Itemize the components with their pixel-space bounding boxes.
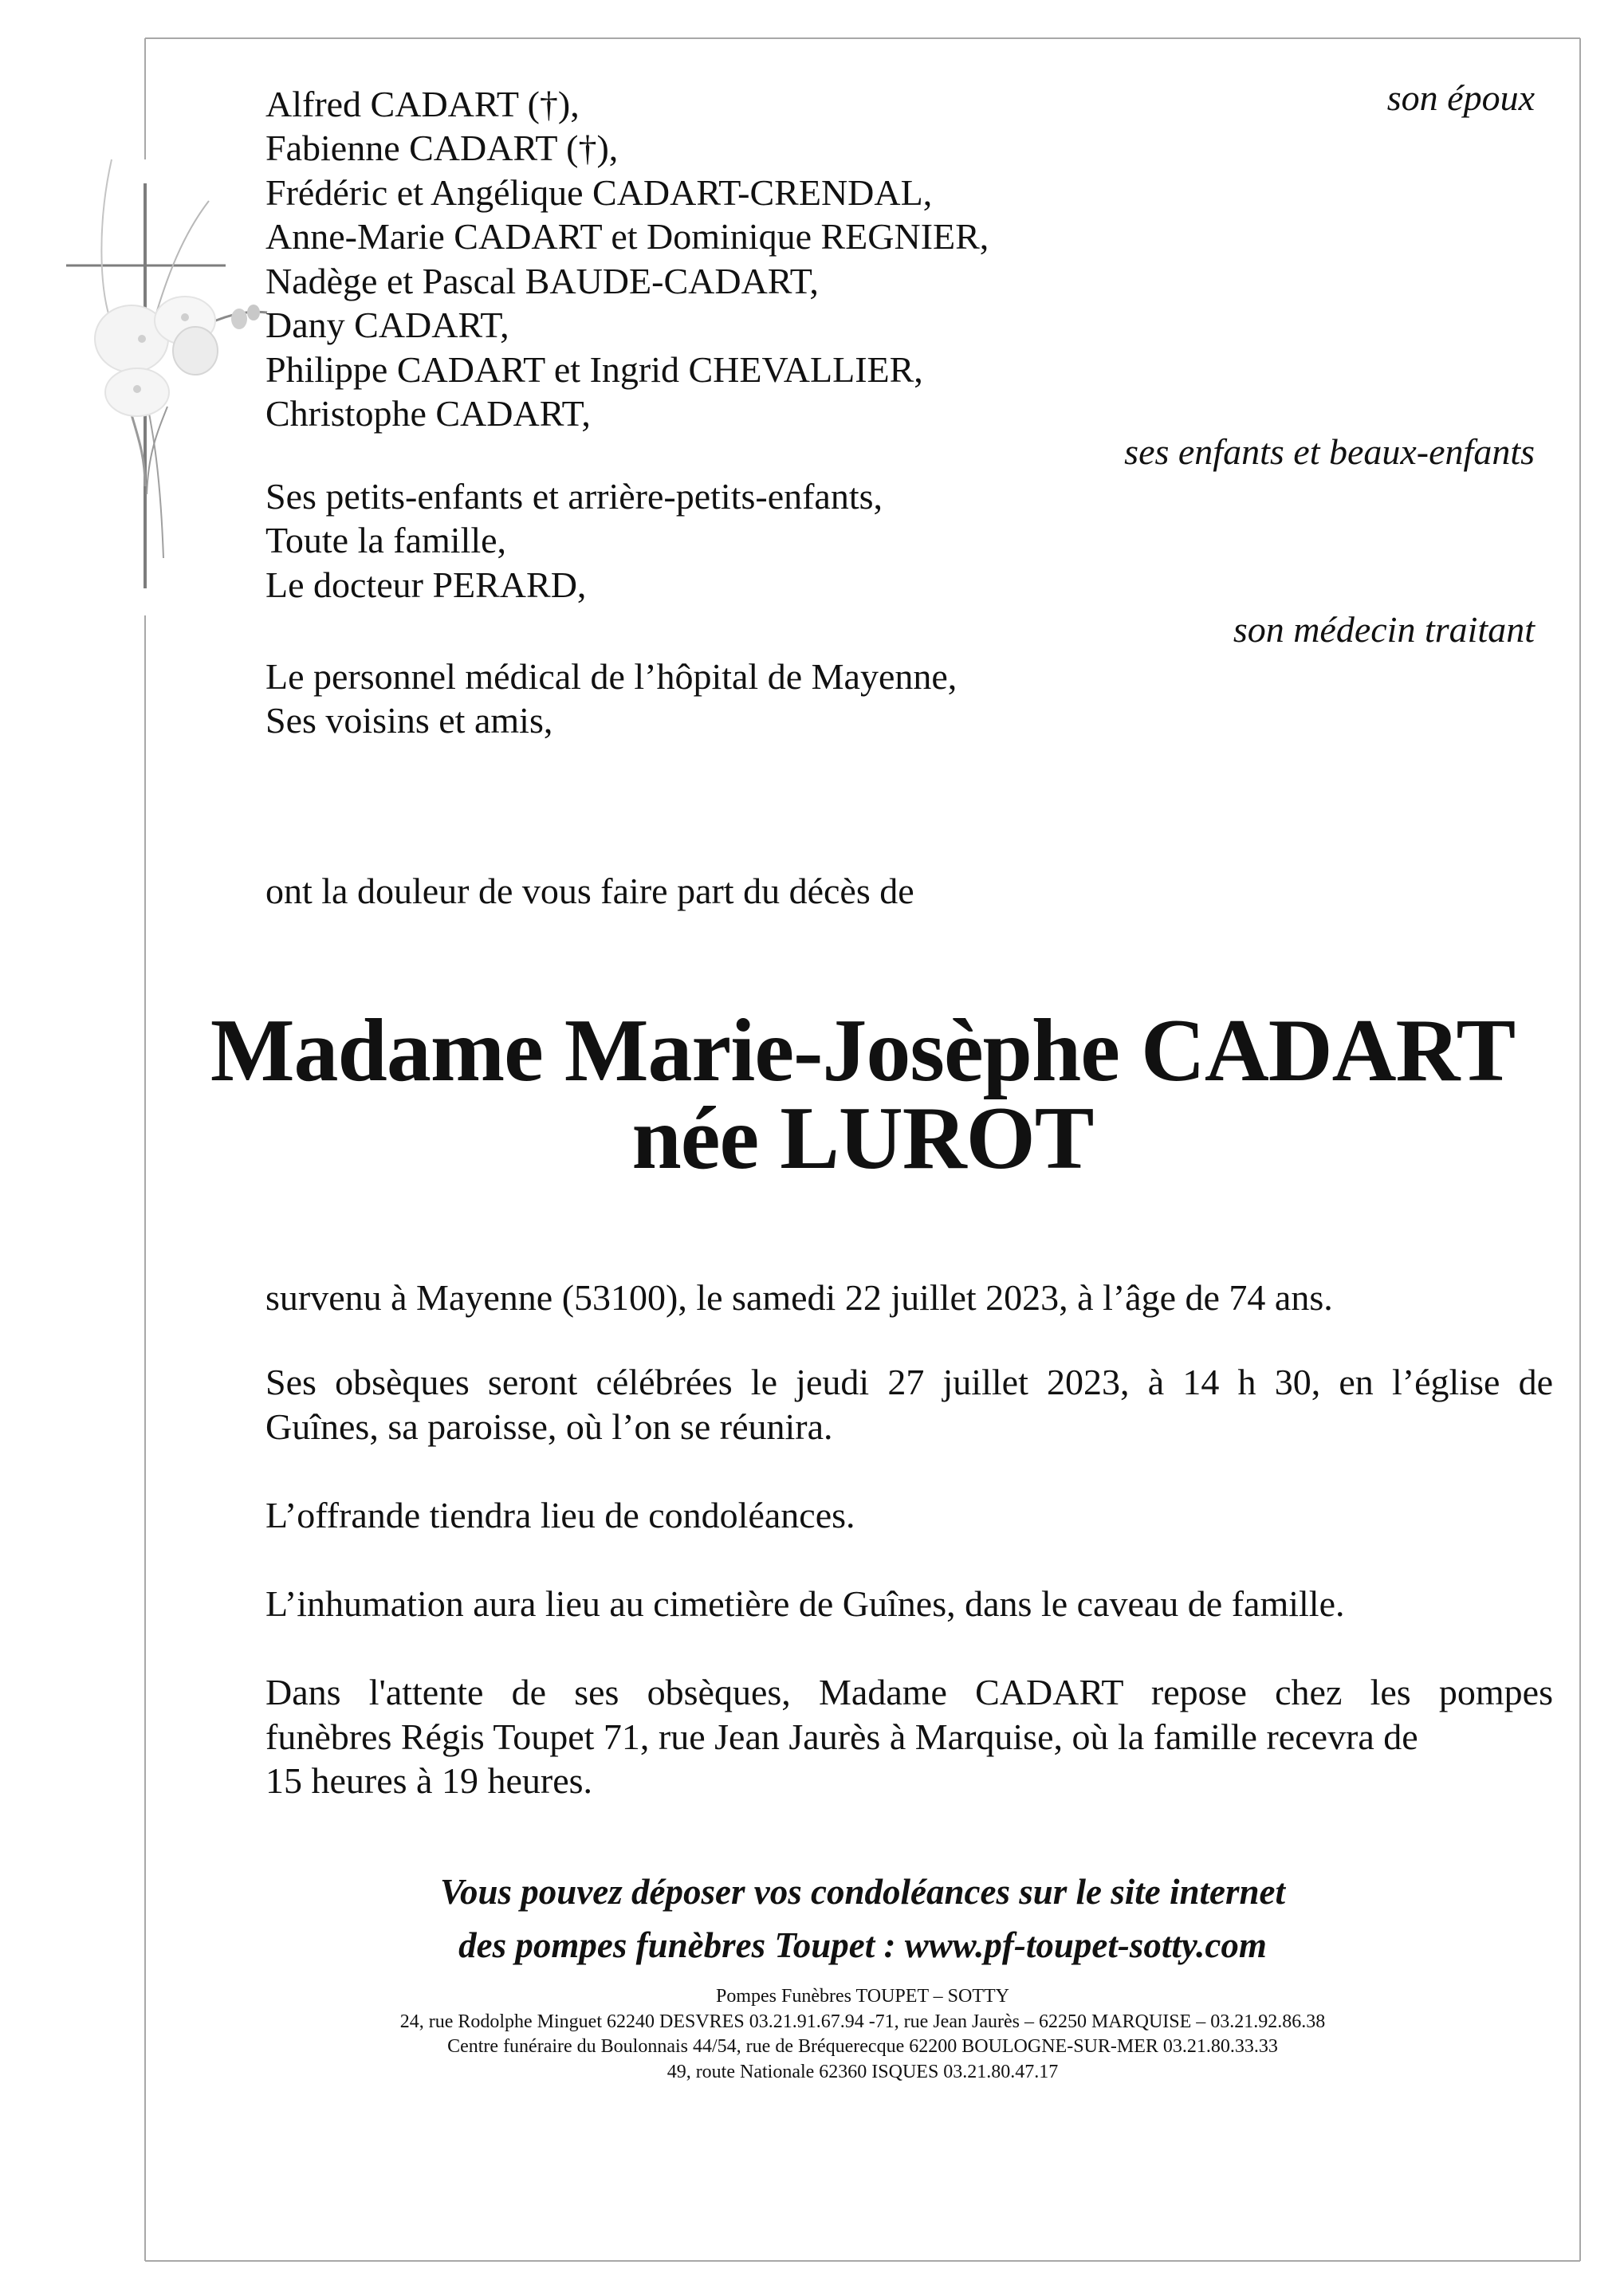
footer-line: 49, route Nationale 62360 ISQUES 03.21.80.47.17 bbox=[667, 2062, 1059, 2082]
relation-note-doctor: son médecin traitant bbox=[1233, 609, 1535, 650]
funeral-details-line: Ses obsèques seront célébrées le jeudi 27 juillet 2023, à 14 h 30, en l’église de bbox=[265, 1362, 1553, 1402]
footer-line: Pompes Funèbres TOUPET – SOTTY bbox=[715, 1986, 1009, 2007]
orchid-icon bbox=[95, 159, 267, 558]
family-line: Christophe CADART, bbox=[265, 393, 591, 434]
family-line: Ses petits-enfants et arrière-petits-enfants, bbox=[265, 476, 883, 517]
family-line: Toute la famille, bbox=[265, 520, 507, 560]
deceased-maiden-name: née LUROT bbox=[631, 1089, 1094, 1188]
relation-note-spouse: son époux bbox=[1386, 77, 1535, 118]
family-line: Philippe CADART et Ingrid CHEVALLIER, bbox=[265, 349, 923, 390]
footer-line: 24, rue Rodolphe Minguet 62240 DESVRES 03.21.91.67.94 -71, rue Jean Jaurès – 62250 MARQUISE – 03.21.92.86.38 bbox=[399, 2011, 1326, 2032]
wake-details-line: 15 heures à 19 heures. bbox=[265, 1760, 593, 1801]
relation-note-children: ses enfants et beaux-enfants bbox=[1124, 431, 1535, 472]
condolences-website[interactable]: des pompes funèbres Toupet : www.pf-toupet-sotty.com bbox=[458, 1925, 1267, 1965]
burial-details: L’inhumation aura lieu au cimetière de Guînes, dans le caveau de famille. bbox=[265, 1583, 1345, 1624]
family-line: Alfred CADART (†), bbox=[265, 84, 580, 124]
family-line: Nadège et Pascal BAUDE-CADART, bbox=[265, 261, 819, 301]
family-line: Dany CADART, bbox=[265, 305, 509, 345]
condolences-line: Vous pouvez déposer vos condoléances sur le site internet bbox=[439, 1872, 1285, 1912]
wake-details-line: Dans l'attente de ses obsèques, Madame CADART repose chez les pompes bbox=[265, 1672, 1553, 1712]
family-line: Fabienne CADART (†), bbox=[265, 128, 619, 168]
announcement-text: ont la douleur de vous faire part du décès de bbox=[265, 871, 914, 911]
footer-line: Centre funéraire du Boulonnais 44/54, rue de Bréquerecque 62200 BOULOGNE-SUR-MER 03.21.80.33.33 bbox=[447, 2036, 1278, 2057]
family-line: Frédéric et Angélique CADART-CRENDAL, bbox=[265, 172, 933, 213]
deceased-name: Madame Marie-Josèphe CADART bbox=[210, 1001, 1516, 1100]
family-line: Le personnel médical de l’hôpital de Mayenne, bbox=[265, 656, 957, 697]
death-details: survenu à Mayenne (53100), le samedi 22 juillet 2023, à l’âge de 74 ans. bbox=[265, 1277, 1333, 1318]
family-line: Anne-Marie CADART et Dominique REGNIER, bbox=[265, 216, 989, 257]
funeral-details-line: Guînes, sa paroisse, où l’on se réunira. bbox=[265, 1406, 833, 1447]
family-line: Ses voisins et amis, bbox=[265, 700, 553, 741]
family-line: Le docteur PERARD, bbox=[265, 564, 587, 605]
wake-details-line: funèbres Régis Toupet 71, rue Jean Jaurès à Marquise, où la famille recevra de bbox=[265, 1716, 1418, 1757]
offering-note: L’offrande tiendra lieu de condoléances. bbox=[265, 1495, 855, 1535]
cross-icon bbox=[66, 183, 226, 588]
